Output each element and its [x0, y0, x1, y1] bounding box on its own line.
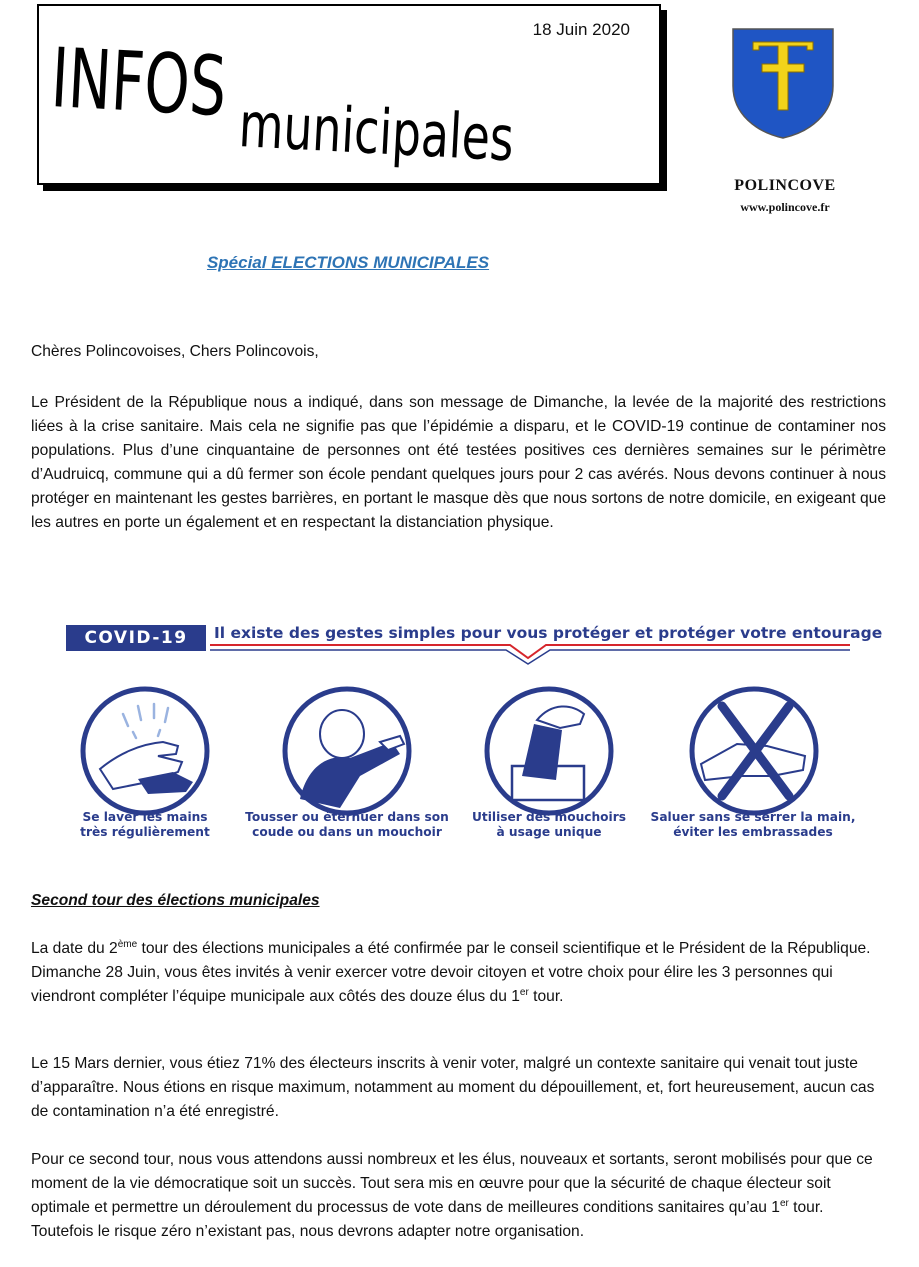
- gesture-label-3: [444, 810, 654, 840]
- p4-text-b: tour.: [788, 1199, 824, 1216]
- gesture-label-1-line2: très régulièrement: [80, 825, 210, 839]
- gesture-label-2: [242, 810, 452, 840]
- p2-text-a: La date du 2: [31, 940, 118, 957]
- section-title: Second tour des élections municipales: [31, 892, 320, 909]
- p2-text-c: Dimanche 28 Juin, vous êtes invités à venir exercer votre devoir citoyen et votre choix pour élire les 3 personnes qui viendront compléter l’équipe municipale aux côtés des douze élus du 1: [31, 964, 833, 1005]
- gesture-label-2-line2: coude ou dans un mouchoir: [252, 825, 442, 839]
- gesture-label-4: [648, 810, 858, 840]
- intro-paragraph-text: Le Président de la République nous a indiqué, dans son message de Dimanche, la levée de la majorité des restrictions liées à la crise sanitaire. Mais cela ne signifie pas que l’épidémie a disparu, et le COVID-19 continue de contaminer nos populations. Plus d’une cinquantaine de personnes ont été testées positives ces dernières semaines sur le périmètre d’Audruicq, commune qui a dû fermer son école pendant quelques jours pour 2 cas avérés. Nous devons continuer à nous protéger en maintenant les gestes barrières, en portant le masque dès que nous sortons de notre domicile, en exigeant que les autres en porte un également et en respectant la distanciation physique.: [31, 394, 886, 531]
- election-date-paragraph: [31, 937, 886, 1009]
- no-handshake-icon: [687, 684, 822, 819]
- p4-sup-a: er: [779, 1198, 789, 1209]
- town-name: POLINCOVE: [734, 177, 836, 194]
- special-issue-title: Spécial ELECTIONS MUNICIPALES: [206, 253, 490, 272]
- gesture-label-2-line1: Tousser ou éternuer dans son: [245, 810, 449, 824]
- p2-sup-a: ème: [117, 939, 138, 950]
- masthead-word-municipales: municipales: [237, 88, 614, 181]
- p2-text-b: tour des élections municipales a été confirmée par le conseil scientifique et le Président de la République.: [137, 940, 871, 957]
- intro-paragraph: [31, 391, 886, 535]
- gesture-label-3-line1: Utiliser des mouchoirs: [472, 810, 626, 824]
- tissue-box-icon: [482, 684, 617, 819]
- election-invite-line: [31, 961, 886, 1009]
- elbow-cough-icon: [280, 684, 415, 819]
- first-round-paragraph: Le 15 Mars dernier, vous étiez 71% des électeurs inscrits à venir voter, malgré un contexte sanitaire qui venait tout juste d’apparaître. Nous étions en risque maximum, notamment au moment du dépouillement, et, fort heureusement, aucun cas de contamination n’a été enregistré.: [31, 1055, 875, 1120]
- covid-underline: [210, 642, 850, 664]
- salutation: Chères Polincovoises, Chers Polincovois,: [31, 343, 319, 360]
- covid-badge: COVID-19: [66, 625, 206, 651]
- election-date-line: [31, 937, 886, 961]
- gesture-label-1: [40, 810, 250, 840]
- p4-text-a: Pour ce second tour, nous vous attendons aussi nombreux et les élus, nouveaux et sortants, seront mobilisés pour que ce moment de la vie démocratique soit un succès. Tout sera mis en œuvre pour que la sécurité de chaque électeur soit optimale et permettre un déroulement du processus de vote dans de meilleures conditions sanitaires qu’au 1: [31, 1151, 873, 1216]
- gesture-label-1-line1: Se laver les mains: [82, 810, 208, 824]
- masthead-word-infos: INFOS: [48, 31, 303, 140]
- town-website-link[interactable]: www.polincove.fr: [740, 200, 830, 214]
- second-round-text: [31, 1148, 886, 1220]
- p2-sup-c: er: [519, 987, 529, 998]
- p2-text-d: tour.: [528, 988, 564, 1005]
- gesture-label-3-line2: à usage unique: [496, 825, 602, 839]
- issue-date: 18 Juin 2020: [532, 20, 630, 39]
- town-crest-icon: [728, 26, 838, 141]
- gesture-label-4-line1: Saluer sans se serrer la main,: [650, 810, 856, 824]
- organisation-note: Toutefois le risque zéro n’existant pas, nous devrons adapter notre organisation.: [31, 1223, 585, 1240]
- second-round-paragraph: [31, 1148, 886, 1244]
- hand-washing-icon: [78, 684, 213, 819]
- covid-subtitle: Il existe des gestes simples pour vous protéger et protéger votre entourage: [214, 624, 883, 642]
- gesture-label-4-line2: éviter les embrassades: [673, 825, 833, 839]
